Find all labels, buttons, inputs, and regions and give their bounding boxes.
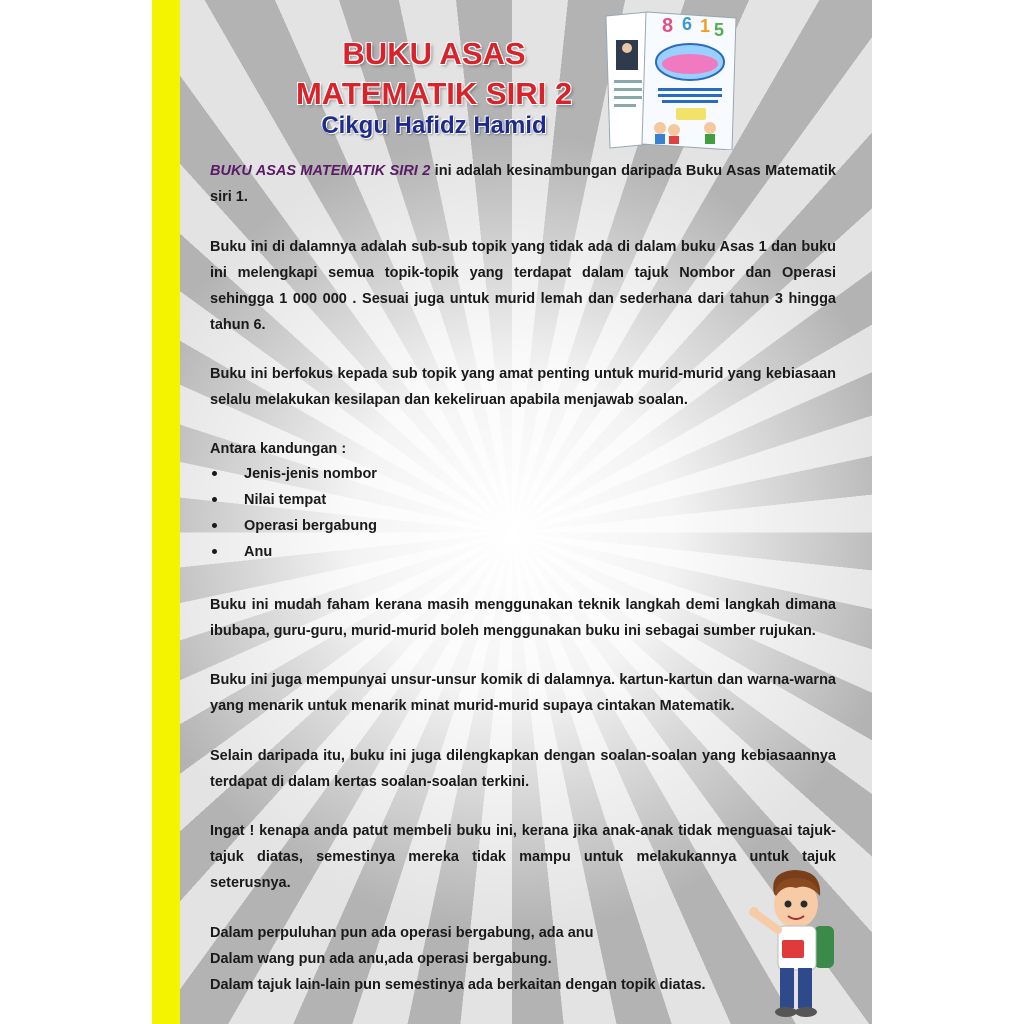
side-accent-bar <box>152 0 180 1024</box>
contents-list <box>210 461 710 565</box>
paragraph-easy: Buku ini mudah faham kerana masih menggunakan teknik langkah demi langkah dimana ibubapa, guru-guru, murid-murid boleh menggunakan buku ini sebagai sumber rujukan. <box>210 597 836 639</box>
title-line-2: MATEMATIK SIRI 2 <box>295 76 573 111</box>
svg-text:6: 6 <box>682 14 693 34</box>
title-line-1: BUKU ASAS <box>342 36 526 71</box>
svg-text:1: 1 <box>700 16 711 36</box>
paragraph-reminder: Ingat ! kenapa anda patut membeli buku ini, kerana jika anak-anak tidak menguasai tajuk-tajuk diatas, semestinya mereka tidak mampu untuk melakukannya untuk tajuk seterusnya. <box>210 823 836 891</box>
bullet-icon <box>212 523 217 528</box>
list-item: Anu <box>210 539 710 565</box>
closing-lines <box>210 920 750 998</box>
closing-line-3: Dalam tajuk lain-lain pun semestinya ada berkaitan dengan topik diatas. <box>210 977 706 993</box>
intro-paragraph <box>210 158 836 210</box>
paragraph-comic: Buku ini juga mempunyai unsur-unsur komik di dalamnya. kartun-kartun dan warna-warna yang menarik untuk menarik minat murid-murid supaya cintakan Matematik. <box>210 672 836 714</box>
list-item: Jenis-jenis nombor <box>210 461 710 487</box>
cartoon-boy-image <box>744 864 844 1024</box>
page-title <box>264 34 604 114</box>
book-cover-image <box>602 10 740 150</box>
closing-line-1: Dalam perpuluhan pun ada operasi bergabung, ada anu <box>210 925 594 941</box>
paragraph-focus: Buku ini berfokus kepada sub topik yang amat penting untuk murid-murid yang kebiasaan selalu melakukan kesilapan dan kekeliruan apabila menjawab soalan. <box>210 366 836 408</box>
contents-heading: Antara kandungan : <box>210 441 347 457</box>
list-item: Nilai tempat <box>210 487 710 513</box>
list-item: Operasi bergabung <box>210 513 710 539</box>
intro-lead-title: BUKU ASAS MATEMATIK SIRI 2 <box>210 163 431 179</box>
svg-text:8: 8 <box>662 15 674 37</box>
intro-rest: ini adalah kesinambungan daripada Buku Asas Matematik siri 1. <box>210 163 836 205</box>
closing-line-2: Dalam wang pun ada anu,ada operasi bergabung. <box>210 951 552 967</box>
bullet-icon <box>212 549 217 554</box>
svg-text:5: 5 <box>714 20 725 40</box>
paragraph-subtopics: Buku ini di dalamnya adalah sub-sub topik yang tidak ada di dalam buku Asas 1 dan buku ini melengkapi semua topik-topik yang terdapat dalam tajuk Nombor dan Operasi sehingga 1 000 000 . Sesuai juga untuk murid lemah dan sederhana dari tahun 3 hingga tahun 6. <box>210 239 836 333</box>
bullet-icon <box>212 497 217 502</box>
flyer-page <box>152 0 872 1024</box>
bullet-icon <box>212 471 217 476</box>
paragraph-questions: Selain daripada itu, buku ini juga dilengkapkan dengan soalan-soalan yang kebiasaannya terdapat di dalam kertas soalan-soalan terkini. <box>210 748 836 790</box>
author-name: Cikgu Hafidz Hamid <box>321 112 547 139</box>
